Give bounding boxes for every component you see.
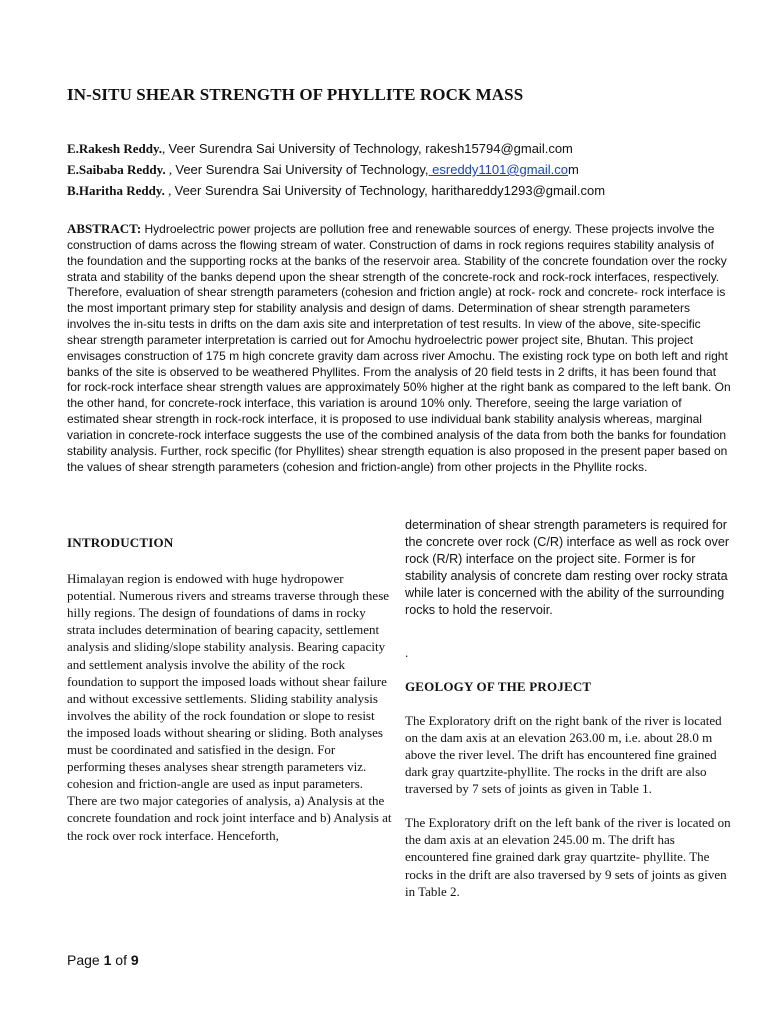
author-affiliation: Veer Surendra Sai University of Technology, [174,183,432,198]
abstract-text: Hydroelectric power projects are pollution free and renewable sources of energy. These projects involve the construction of dams across the flowing stream of water. Construction of dams in rock regions requires stability analysis of the foundation and the supporting rocks at the banks of the reservoir area. Stability of the concrete foundation over the rocky strata and stability of the banks depend upon the shear strength of the concrete-rock and rock-rock interfaces, respectively. Therefore, evaluation of shear strength parameters (cohesion and friction angle) at rock- rock and concrete- rock interface is the most important primary step for stability analysis and design of dams. Determination of shear strength parameters involves the in-situ tests in drifts on the dam axis site and interpretation of test results. In view of the above, site-specific shear strength parameter interpretation is carried out for Amochu hydroelectric power project site, Bhutan. This project envisages construction of 175 m high concrete gravity dam across river Amochu. The existing rock type on both left and right banks of the site is observed to be weathered Phyllites. From the analysis of 20 field tests in 2 drifts, it has been found that for rock-rock interface shear strength values are approximately 50% higher at the right bank as compared to the left bank. On the other hand, for concrete-rock interface, this variation is around 10% only. Therefore, seeing the large variation of estimated shear strength in rock-rock interface, it is proposed to use individual bank stability analysis whereas, marginal variation in concrete-rock interface suggests the use of the combined analysis of the data from both the banks for foundation stability analysis. Further, rock specific (for Phyllites) shear strength equation is also proposed in the present paper based on the values of shear strength parameters (cohesion and friction-angle) from other projects in the Phyllite rocks. [67,222,731,474]
abstract [67,221,733,476]
author-email-link[interactable]: esreddy1101@gmail.co [428,162,568,177]
paper-title: IN-SITU SHEAR STRENGTH OF PHYLLITE ROCK MASS [67,85,524,104]
right-column [405,517,735,900]
author-name: E.Saibaba Reddy. [67,162,166,177]
left-column [67,534,392,844]
continuation-paragraph: determination of shear strength parameters is required for the concrete over rock (C/R) interface as well as rock over rock (R/R) interface on the project site. Former is for stability analysis of concrete dam resting over rocky strata while later is concerned with the ability of the surrounding rocks to hold the reservoir. [405,518,730,618]
geology-paragraph-1: The Exploratory drift on the right bank of the river is located on the dam axis at an elevation 263.00 m, i.e. about 28.0 m above the river level. The drift has encountered fine grained dark gray quartzite-phyllite. The rocks in the drift are also traversed by 7 sets of joints as given in Table 1. [405,712,722,797]
page-word: Page [67,952,104,968]
author-email-tail: m [567,162,579,177]
author-list [67,138,727,201]
page-footer [67,952,139,968]
author-separator: , [165,162,176,177]
introduction-paragraph: Himalayan region is endowed with huge hydropower potential. Numerous rivers and streams traverse through these hilly regions. The design of foundations of dams in rocky strata includes determination of bearing capacity, settlement analysis and sliding/slope stability analysis. Bearing capacity and settlement analysis involve the ability of the rock foundation to support the imposed loads without shear failure and without excessive settlements. Sliding stability analysis involves the ability of the rock foundation or slope to resist the imposed loads without shearing or sliding. Both analyses must be coordinated and satisfied in the design. For performing theses analyses shear strength parameters viz. cohesion and friction-angle are used as input parameters. There are two major categories of analysis, a) Analysis at the concrete foundation and rock joint interface and b) Analysis at the rock over rock interface. Henceforth, [67,571,392,843]
author-line-2 [67,159,727,180]
author-separator: , [162,141,169,156]
total-page-number: 9 [130,952,139,968]
author-name: E.Rakesh Reddy. [67,141,162,156]
abstract-label: ABSTRACT: [67,221,142,236]
author-line-1 [67,138,727,159]
author-separator: , [164,183,175,198]
geology-paragraph-2: The Exploratory drift on the left bank of the river is located on the dam axis at an elevation 245.00 m. The drift has encountered fine grained dark gray quartzite- phyllite. The rocks in the drift are also traversed by 9 sets of joints as given in Table 2. [405,815,731,899]
current-page-number: 1 [103,952,112,968]
author-line-3 [67,180,727,201]
author-email: rakesh15794@gmail.com [425,141,573,156]
author-affiliation: Veer Surendra Sai University of Technology, [168,141,426,156]
geology-heading: GEOLOGY OF THE PROJECT [405,678,592,694]
author-affiliation: Veer Surendra Sai University of Technology, [175,162,429,177]
author-email: harithareddy1293@gmail.com [431,183,606,198]
introduction-heading: INTRODUCTION [67,535,174,550]
stray-dot: . [405,644,409,660]
of-word: of [111,952,131,968]
author-name: B.Haritha Reddy. [67,183,165,198]
